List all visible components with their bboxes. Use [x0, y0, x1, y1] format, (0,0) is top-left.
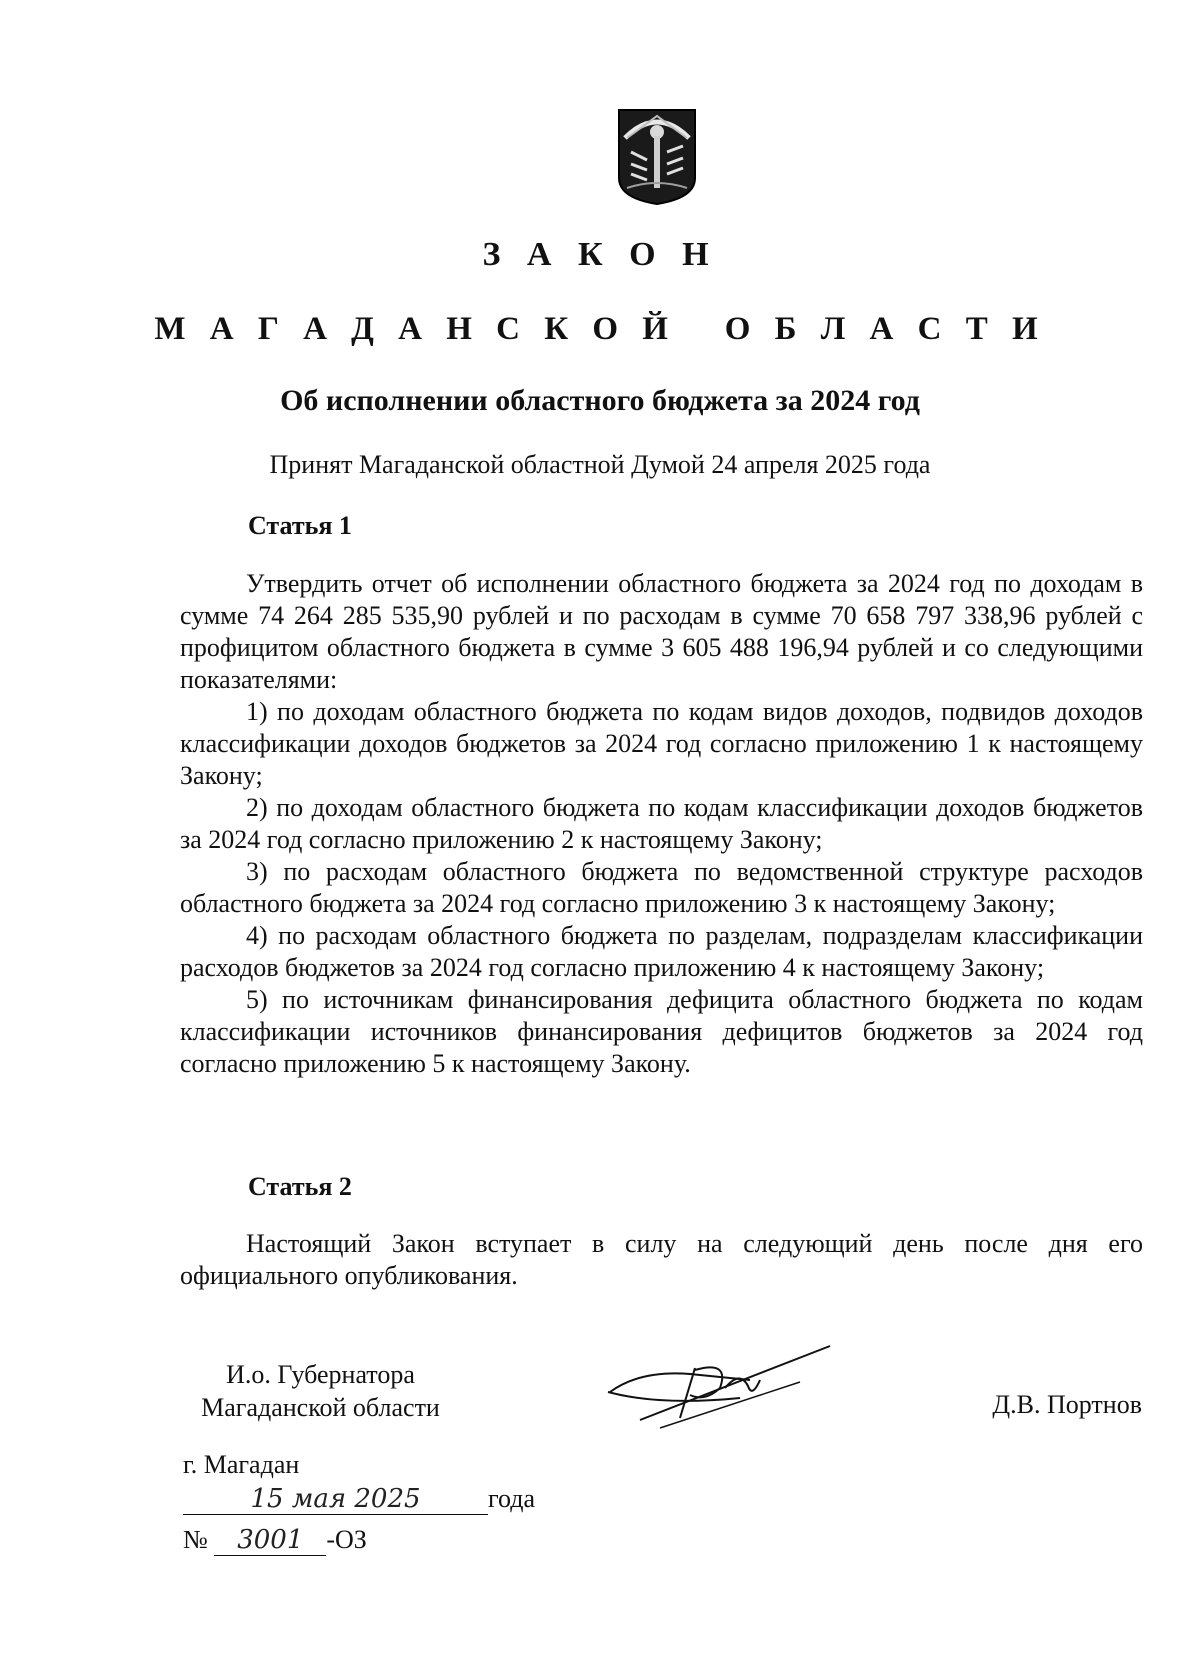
article-1-heading: Статья 1 [248, 511, 352, 540]
article-1-body [180, 568, 1143, 1080]
article-1-item-4: 4) по расходам областного бюджета по разделам, подразделам классификации расходов бюджетов за 2024 год согласно приложению 4 к настоящему Закону; [180, 921, 1143, 982]
date-line [183, 1484, 535, 1515]
signatory-position-line-2: Магаданской области [201, 1393, 440, 1422]
signatory-position-line-1: И.о. Губернатора [226, 1360, 415, 1389]
handwritten-signature [600, 1340, 850, 1430]
law-type-heading: З А К О Н [482, 236, 718, 273]
signatory-position [183, 1358, 458, 1424]
law-title: Об исполнении областного бюджета за 2024 год [280, 384, 920, 417]
article-2-heading: Статья 2 [248, 1172, 352, 1201]
adoption-line: Принят Магаданской областной Думой 24 апреля 2025 года [269, 450, 931, 479]
law-number-line [183, 1525, 367, 1556]
handwritten-law-number: 3001 [214, 1525, 326, 1556]
signatory-name: Д.В. Портнов [992, 1390, 1142, 1419]
article-2-paragraph: Настоящий Закон вступает в силу на следующий день после дня его официального опубликования. [180, 1229, 1143, 1290]
region-heading: М А Г А Д А Н С К О Й О Б Л А С Т И [154, 311, 1046, 347]
coat-of-arms-icon [617, 108, 697, 206]
date-suffix: года [488, 1484, 536, 1513]
article-2-body [180, 1228, 1143, 1292]
place-of-signing: г. Магадан [183, 1450, 300, 1479]
article-1-item-1: 1) по доходам областного бюджета по кодам видов доходов, подвидов доходов классификации доходов бюджетов за 2024 год согласно приложению 1 к настоящему Закону; [180, 697, 1143, 790]
handwritten-date: 15 мая 2025 [183, 1484, 488, 1515]
article-1-item-5: 5) по источникам финансирования дефицита областного бюджета по кодам классификации источников финансирования дефицитов бюджетов за 2024 год согласно приложению 5 к настоящему Закону. [180, 985, 1143, 1078]
article-1-item-3: 3) по расходам областного бюджета по ведомственной структуре расходов областного бюджета за 2024 год согласно приложению 3 к настоящему Закону; [180, 857, 1143, 918]
article-1-paragraph: Утвердить отчет об исполнении областного бюджета за 2024 год по доходам в сумме 74 264 285 535,90 рублей и по расходам в сумме 70 658 797 338,96 рублей с профицитом областного бюджета в сумме 3 605 488 196,94 рублей и со следующими показателями: [180, 569, 1143, 694]
article-1-item-2: 2) по доходам областного бюджета по кодам классификации доходов бюджетов за 2024 год согласно приложению 2 к настоящему Закону; [180, 793, 1143, 854]
number-prefix: № [183, 1525, 208, 1554]
number-suffix: -ОЗ [326, 1525, 367, 1554]
